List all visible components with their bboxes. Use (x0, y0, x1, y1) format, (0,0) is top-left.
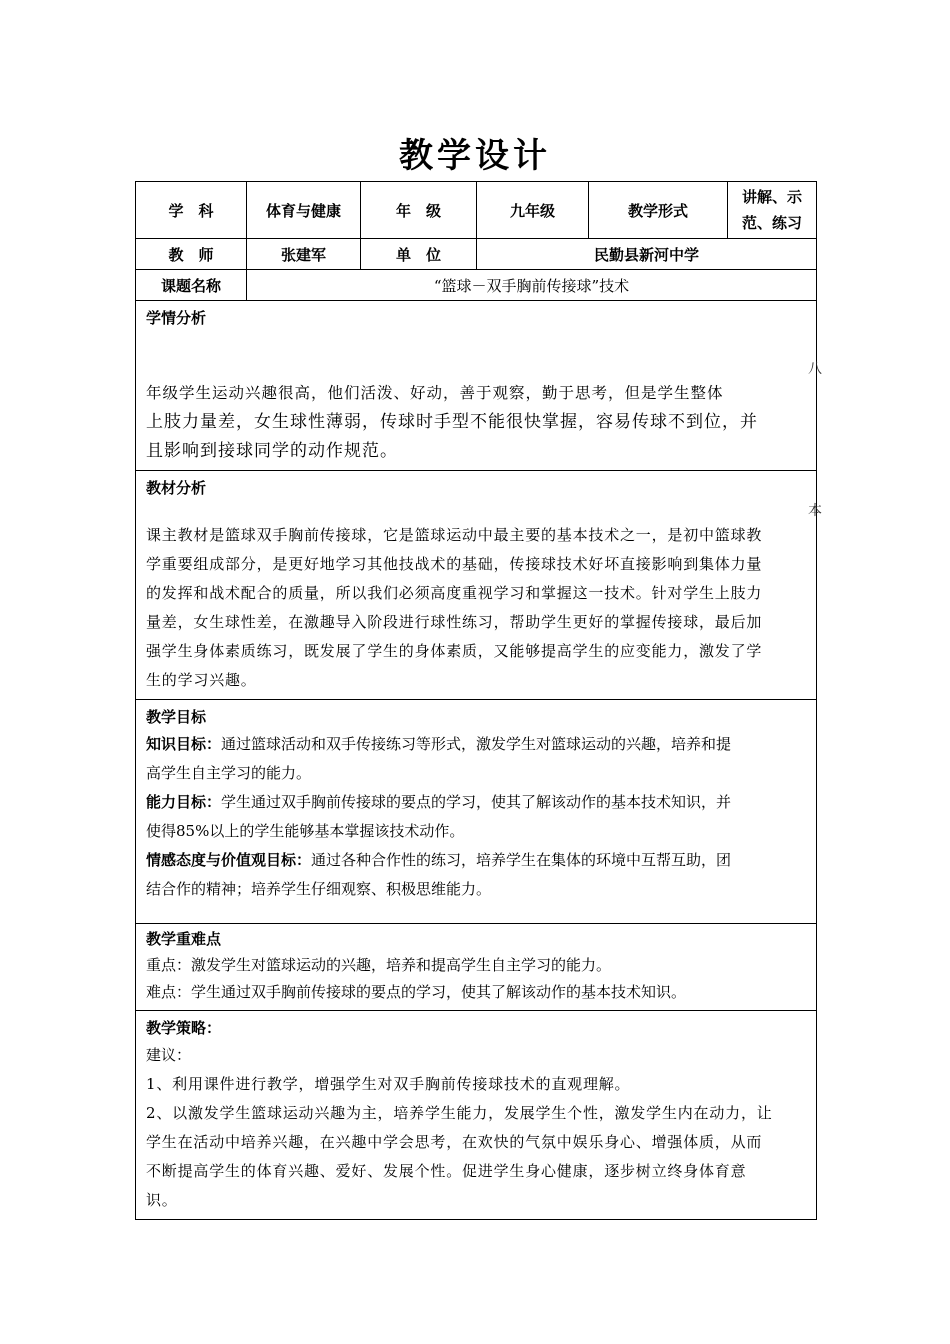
material-analysis-section (136, 471, 817, 700)
form-value-line1: 讲解、示 (741, 188, 802, 206)
form-value (728, 182, 817, 239)
material-analysis-line3: 的发挥和战术配合的质量，所以我们必须高度重视学习和掌握这一技术。针对学生上肢力 (146, 584, 763, 602)
student-analysis-line2: 上肢力量差，女生球性薄弱，传球时手型不能很快掌握，容易传球不到位，并 (146, 412, 758, 432)
student-analysis-heading: 学情分析 (146, 309, 207, 327)
subject-value: 体育与健康 (247, 182, 361, 239)
objectives-heading: 教学目标 (146, 708, 207, 726)
margin-mark-1: 八 (808, 361, 822, 377)
emotion-objective-label: 情感态度与价值观目标： (146, 851, 312, 869)
grade-label: 年 级 (361, 182, 477, 239)
emotion-objective-line2: 结合作的精神；培养学生仔细观察、积极思维能力。 (146, 880, 492, 898)
document-title: 教学设计 (399, 136, 551, 176)
material-analysis-heading: 教材分析 (146, 479, 207, 497)
subject-label: 学 科 (136, 182, 247, 239)
strategy-item2-line1: 2、以激发学生篮球运动兴趣为主，培养学生能力，发展学生个性，激发学生内在动力，让 (146, 1104, 773, 1122)
ability-objective (146, 788, 806, 817)
student-analysis-line3: 且影响到接球同学的动作规范。 (146, 441, 398, 461)
ability-objective-line1: 学生通过双手胸前传接球的要点的学习，使其了解该动作的基本技术知识，并 (221, 793, 732, 811)
strategy-item1: 1、利用课件进行教学，增强学生对双手胸前传接球技术的直观理解。 (146, 1075, 631, 1093)
teacher-value: 张建军 (247, 239, 361, 270)
ability-objective-label: 能力目标： (146, 793, 222, 811)
knowledge-objective-label: 知识目标： (146, 735, 222, 753)
material-analysis-line4: 量差，女生球性差，在激趣导入阶段进行球性练习，帮助学生更好的掌握传接球，最后加 (146, 613, 763, 631)
material-analysis-line6: 生的学习兴趣。 (146, 671, 257, 689)
knowledge-objective-line1: 通过篮球活动和双手传接练习等形式，激发学生对篮球运动的兴趣，培养和提 (221, 735, 732, 753)
difficult-point: 难点：学生通过双手胸前传接球的要点的学习，使其了解该动作的基本技术知识。 (146, 983, 687, 1001)
unit-value: 民勤县新河中学 (477, 239, 817, 270)
strategy-heading: 教学策略： (146, 1019, 222, 1037)
objectives-section (136, 700, 817, 924)
ability-objective-line2: 使得85%以上的学生能够基本掌握该技术动作。 (146, 822, 465, 840)
grade-value: 九年级 (477, 182, 589, 239)
teacher-label: 教 师 (136, 239, 247, 270)
emotion-objective-line1: 通过各种合作性的练习，培养学生在集体的环境中互帮互助，团 (311, 851, 732, 869)
info-row-2 (136, 239, 817, 270)
margin-mark-2: 本 (808, 503, 822, 519)
strategy-item2-line4: 识。 (146, 1191, 178, 1209)
form-label: 教学形式 (589, 182, 728, 239)
unit-label: 单 位 (361, 239, 477, 270)
material-analysis-line5: 强学生身体素质练习，既发展了学生的身体素质，又能够提高学生的应变能力，激发了学 (146, 642, 763, 660)
topic-label: 课题名称 (136, 270, 247, 301)
topic-row (136, 270, 817, 301)
knowledge-objective-line2: 高学生自主学习的能力。 (146, 764, 312, 782)
topic-value: “篮球－双手胸前传接球”技术 (247, 270, 817, 301)
key-point: 重点：激发学生对篮球运动的兴趣，培养和提高学生自主学习的能力。 (146, 956, 612, 974)
info-row-1 (136, 182, 817, 239)
form-value-line2: 范、练习 (741, 214, 802, 232)
strategy-item2-line2: 学生在活动中培养兴趣，在兴趣中学会思考，在欢快的气氛中娱乐身心、增强体质，从而 (146, 1133, 763, 1151)
material-analysis-line2: 学重要组成部分，是更好地学习其他技战术的基础，传接球技术好坏直接影响到集体力量 (146, 555, 763, 573)
lesson-plan-table (135, 181, 817, 1220)
material-analysis-line1: 课主教材是篮球双手胸前传接球，它是篮球运动中最主要的基本技术之一，是初中篮球教 (146, 526, 763, 544)
emotion-objective (146, 846, 806, 875)
strategy-section (136, 1011, 817, 1220)
strategy-item2-line3: 不断提高学生的体育兴趣、爱好、发展个性。促进学生身心健康，逐步树立终身体育意 (146, 1162, 747, 1180)
student-analysis-section (136, 301, 817, 471)
knowledge-objective (146, 730, 806, 759)
key-points-section (136, 924, 817, 1011)
key-points-heading: 教学重难点 (146, 930, 222, 948)
strategy-intro: 建议： (146, 1046, 192, 1064)
student-analysis-line1: 年级学生运动兴趣很高，他们活泼、好动，善于观察，勤于思考，但是学生整体 (146, 384, 724, 402)
